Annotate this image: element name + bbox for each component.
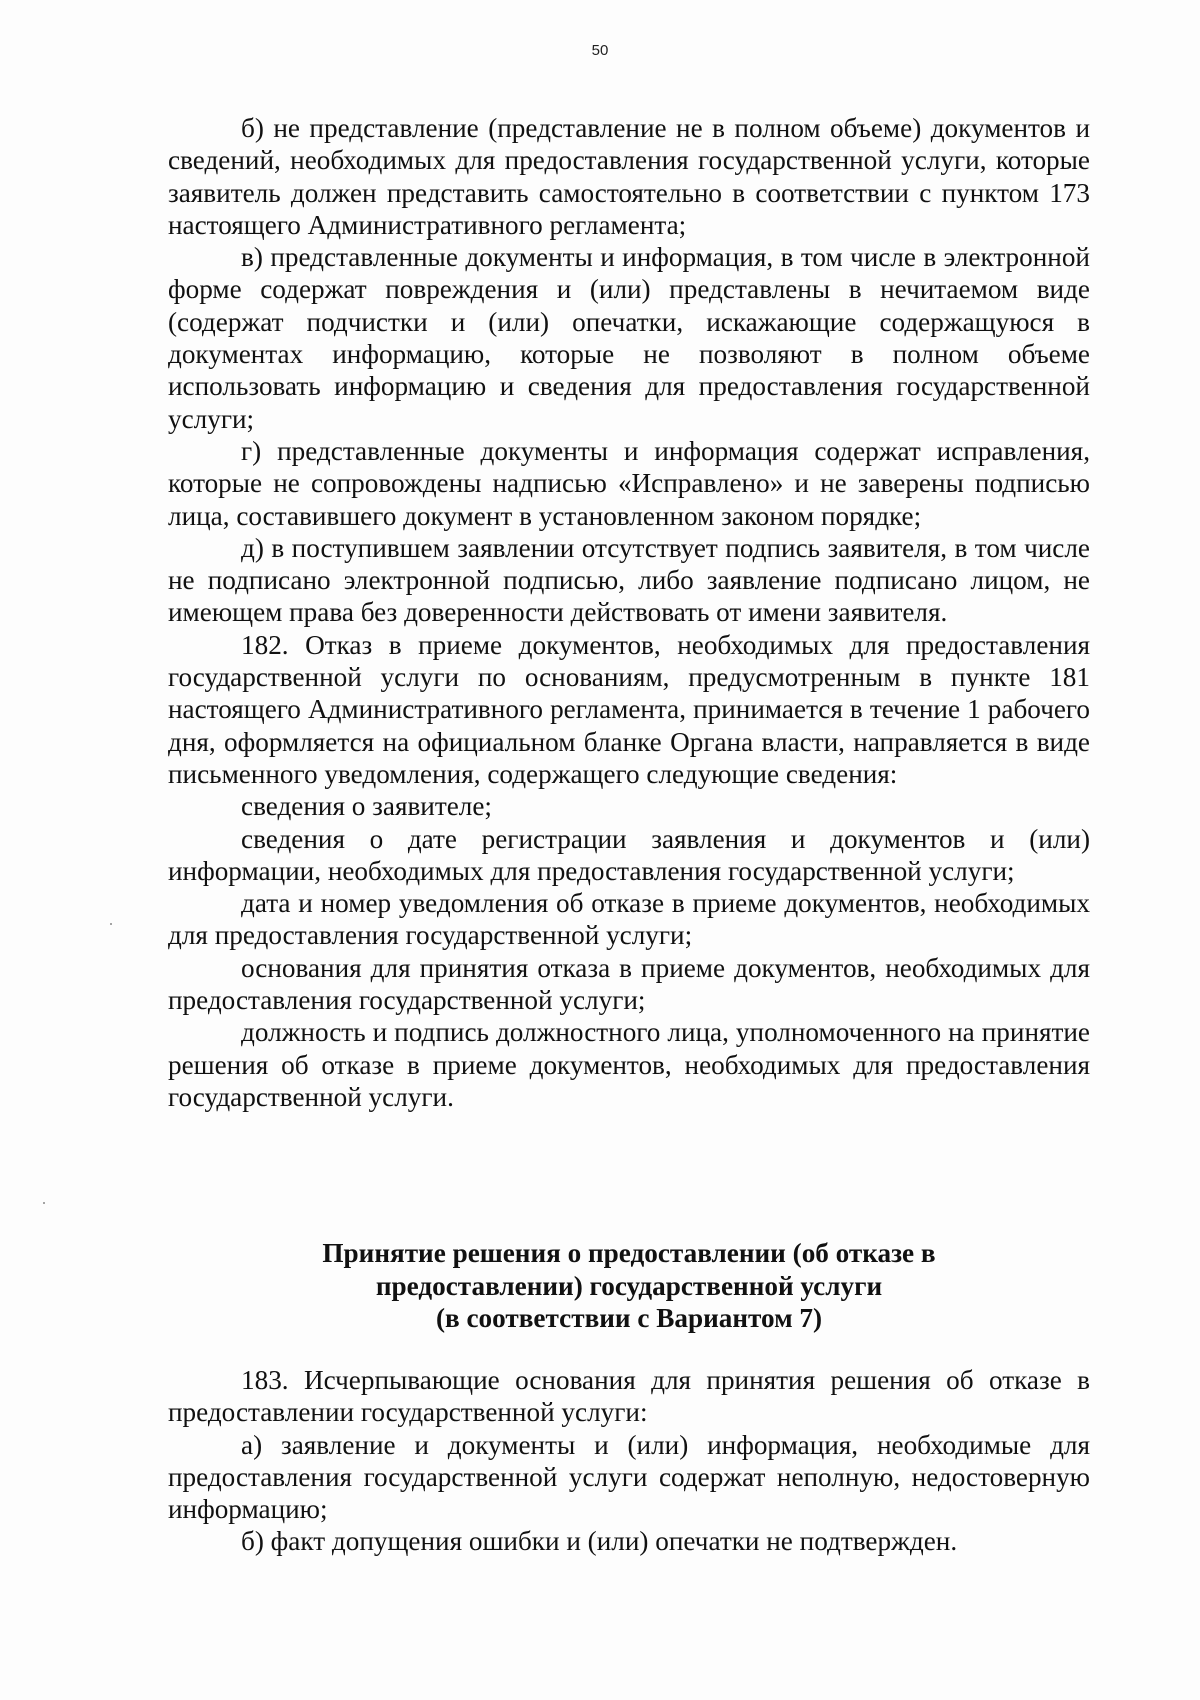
section-heading xyxy=(168,1237,1090,1335)
section-heading-line-1: Принятие решения о предоставлении (об отказе в xyxy=(322,1238,936,1268)
list-item-notice-date-number: дата и номер уведомления об отказе в приеме документов, необходимых для предоставления государственной услуги; xyxy=(168,888,1090,951)
list-item-applicant-info: сведения о заявителе; xyxy=(241,791,492,822)
paragraph-b-2: б) факт допущения ошибки и (или) опечатки не подтвержден. xyxy=(241,1526,958,1557)
section-heading-line-3: (в соответствии с Вариантом 7) xyxy=(435,1303,823,1333)
paragraph-v: в) представленные документы и информация, в том числе в электронной форме содержат повреждения и (или) представлены в нечитаемом виде (содержат подчистки и (или) опечатки, искажающие содержащуюся в документах информацию, которые не позволяют в полном объеме использовать информацию и сведения для предоставления государственной услуги; xyxy=(168,242,1090,434)
paragraph-b: б) не представление (представление не в полном объеме) документов и сведений, необходимых для предоставления государственной услуги, которые заявитель должен представить самостоятельно в соответствии с пунктом 173 настоящего Административного регламента; xyxy=(168,113,1090,240)
list-item-refusal-grounds: основания для принятия отказа в приеме документов, необходимых для предоставления государственной услуги; xyxy=(168,952,1090,1016)
paragraph-g: г) представленные документы и информация содержат исправления, которые не сопровождены надписью «Исправлено» и не заверены подписью лица, составившего документ в установленном законом порядке; xyxy=(168,435,1090,531)
paragraph-d: д) в поступившем заявлении отсутствует подпись заявителя, в том числе не подписано электронной подписью, либо заявление подписано лицом, не имеющем права без доверенности действовать от имени заявителя. xyxy=(168,532,1090,628)
paragraph-183: 183. Исчерпывающие основания для принятия решения об отказе в предоставлении государственной услуги: xyxy=(168,1365,1090,1428)
section-heading-line-2: предоставлении) государственной услуги xyxy=(375,1270,883,1301)
scan-speck xyxy=(110,923,112,925)
body-text-section-2 xyxy=(168,1364,1090,1558)
paragraph-182: 182. Отказ в приеме документов, необходимых для предоставления государственной услуги по основаниям, предусмотренным в пункте 181 настоящего Административного регламента, принимается в течение 1 рабочего дня, оформляется на официальном бланке Органа власти, направляется в виде письменного уведомления, содержащего следующие сведения: xyxy=(168,629,1090,789)
scan-speck xyxy=(43,1202,45,1204)
paragraph-a: а) заявление и документы и (или) информация, необходимые для предоставления государственной услуги содержат неполную, недостоверную информацию; xyxy=(168,1429,1090,1525)
body-text xyxy=(168,112,1090,1113)
page-number: 50 xyxy=(591,42,609,59)
list-item-registration-date: сведения о дате регистрации заявления и документов и (или) информации, необходимых для предоставления государственной услуги; xyxy=(168,823,1090,886)
list-item-official-signature: должность и подпись должностного лица, уполномоченного на принятие решения об отказе в приеме документов, необходимых для предоставления государственной услуги. xyxy=(168,1017,1090,1112)
